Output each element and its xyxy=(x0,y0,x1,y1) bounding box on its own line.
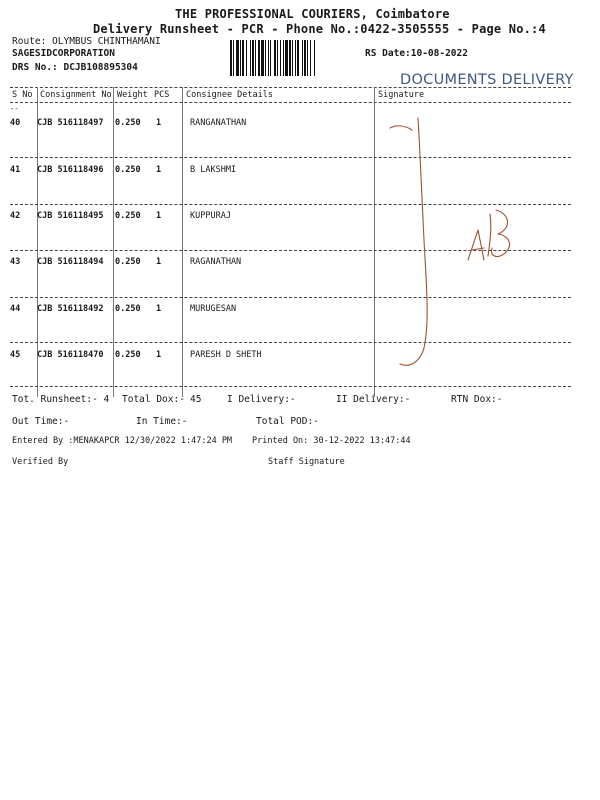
first-delivery-label: I Delivery:- xyxy=(227,394,296,405)
tot-runsheet: Tot. Runsheet:- 4 xyxy=(12,394,110,405)
barcode-bar xyxy=(240,40,241,76)
barcode-bar xyxy=(310,40,311,76)
table-row-sno: 44 xyxy=(10,304,21,314)
barcode-bar xyxy=(280,40,281,76)
col-sep-4 xyxy=(374,87,375,397)
table-row-weight: 0.250 xyxy=(115,165,141,175)
barcode-bar xyxy=(304,40,306,76)
total-dox-value: 45 xyxy=(190,394,202,405)
table-row-sno: 45 xyxy=(10,350,21,360)
table-row-pcs: 1 xyxy=(156,304,162,314)
table-row-consignment: CJB 516118492 xyxy=(37,304,104,314)
out-time-label: Out Time:- xyxy=(12,416,70,427)
barcode-bar xyxy=(250,40,251,76)
header-top-rule xyxy=(10,87,571,88)
table-row-pcs: 1 xyxy=(156,257,162,267)
barcode-bar xyxy=(274,40,276,76)
barcode-bar xyxy=(230,40,232,76)
table-row-consignment: CJB 516118495 xyxy=(37,211,104,221)
barcode-bar xyxy=(302,40,303,76)
barcode-bar xyxy=(265,40,266,76)
barcode-bar xyxy=(314,40,315,76)
barcode-bar xyxy=(297,40,299,76)
sub-route-label: SAGES​IDCORPORATION xyxy=(12,48,115,59)
barcode-bar xyxy=(258,40,260,76)
header-dash-marks: -- xyxy=(10,105,19,113)
drs-number: DRS No.: DCJB108895304 xyxy=(12,62,138,73)
table-row-sno: 42 xyxy=(10,211,21,221)
barcode-bar xyxy=(268,40,269,76)
barcode-bar xyxy=(252,40,254,76)
table-row-weight: 0.250 xyxy=(115,350,141,360)
total-pod-label: Total POD:- xyxy=(256,416,319,427)
table-row-consignee: B LAKSHMI xyxy=(190,165,237,175)
col-header-consignee: Consignee Details xyxy=(186,90,273,100)
verified-by: Verified By xyxy=(12,457,69,467)
table-row-sno: 43 xyxy=(10,257,21,267)
second-delivery-label: II Delivery:- xyxy=(336,394,411,405)
barcode xyxy=(230,40,354,76)
table-row-weight: 0.250 xyxy=(115,257,141,267)
entered-by: Entered By :MENAKAPCR 12/30/2022 1:47:24 PM xyxy=(12,436,233,446)
table-row-weight: 0.250 xyxy=(115,304,141,314)
table-row-consignment: CJB 516118494 xyxy=(37,257,104,267)
header-bottom-rule xyxy=(10,102,571,103)
company-title: THE PROFESSIONAL COURIERS, Coimbatore xyxy=(175,7,450,21)
table-row-sno: 41 xyxy=(10,165,21,175)
barcode-bar xyxy=(255,40,256,76)
in-time-label: In Time:- xyxy=(136,416,188,427)
table-row-consignee: MURUGESAN xyxy=(190,304,237,314)
printed-on: Printed On: 30-12-2022 13:47:44 xyxy=(252,436,411,446)
table-bottom-rule xyxy=(10,386,571,387)
barcode-bar xyxy=(307,40,308,76)
col-sep-2 xyxy=(113,87,114,397)
total-dox-label: Total Dox:- xyxy=(122,394,185,405)
table-row-consignment: CJB 516118497 xyxy=(37,118,104,128)
rs-date: RS Date:10-08-2022 xyxy=(365,48,468,59)
table-row-weight: 0.250 xyxy=(115,211,141,221)
col-header-consignment: Consignment No xyxy=(40,90,112,100)
barcode-bar xyxy=(283,40,284,76)
table-row-consignment: CJB 516118496 xyxy=(37,165,104,175)
documents-delivery-stamp: DOCUMENTS DELIVERY xyxy=(400,72,574,88)
barcode-bar xyxy=(292,40,293,76)
table-row-consignee: PARESH D SHETH xyxy=(190,350,262,360)
barcode-bar xyxy=(270,40,271,76)
col-header-pcs: PCS xyxy=(154,90,170,100)
barcode-bar xyxy=(285,40,288,76)
col-sep-3 xyxy=(182,87,183,397)
barcode-bar xyxy=(246,40,247,76)
table-row-consignee: RANGANATHAN xyxy=(190,118,247,128)
table-row-consignment: CJB 516118470 xyxy=(37,350,104,360)
col-header-weight: Weight xyxy=(117,90,148,100)
barcode-bar xyxy=(233,40,234,76)
table-row-sno: 40 xyxy=(10,118,21,128)
table-row-pcs: 1 xyxy=(156,350,162,360)
barcode-bar xyxy=(261,40,264,76)
table-row-consignee: RAGANATHAN xyxy=(190,257,242,267)
col-header-sno: S No xyxy=(12,90,33,100)
barcode-bar xyxy=(277,40,278,76)
table-row-pcs: 1 xyxy=(156,165,162,175)
runsheet-title: Delivery Runsheet - PCR - Phone No.:0422-3505555 - Page No.:4 xyxy=(93,22,546,36)
col-header-signature: Signature xyxy=(378,90,425,100)
barcode-bar xyxy=(295,40,296,76)
handwritten-signature xyxy=(380,110,540,380)
table-row-pcs: 1 xyxy=(156,118,162,128)
table-row-consignee: KUPPURAJ xyxy=(190,211,231,221)
route-label: Route: OLYMBUS CHINTHAMANI xyxy=(12,36,161,47)
table-row-pcs: 1 xyxy=(156,211,162,221)
barcode-bar xyxy=(236,40,239,76)
rtn-dox-label: RTN Dox:- xyxy=(451,394,503,405)
table-row-weight: 0.250 xyxy=(115,118,141,128)
barcode-bar xyxy=(242,40,244,76)
barcode-bar xyxy=(289,40,291,76)
staff-signature: Staff Signature xyxy=(268,457,345,467)
